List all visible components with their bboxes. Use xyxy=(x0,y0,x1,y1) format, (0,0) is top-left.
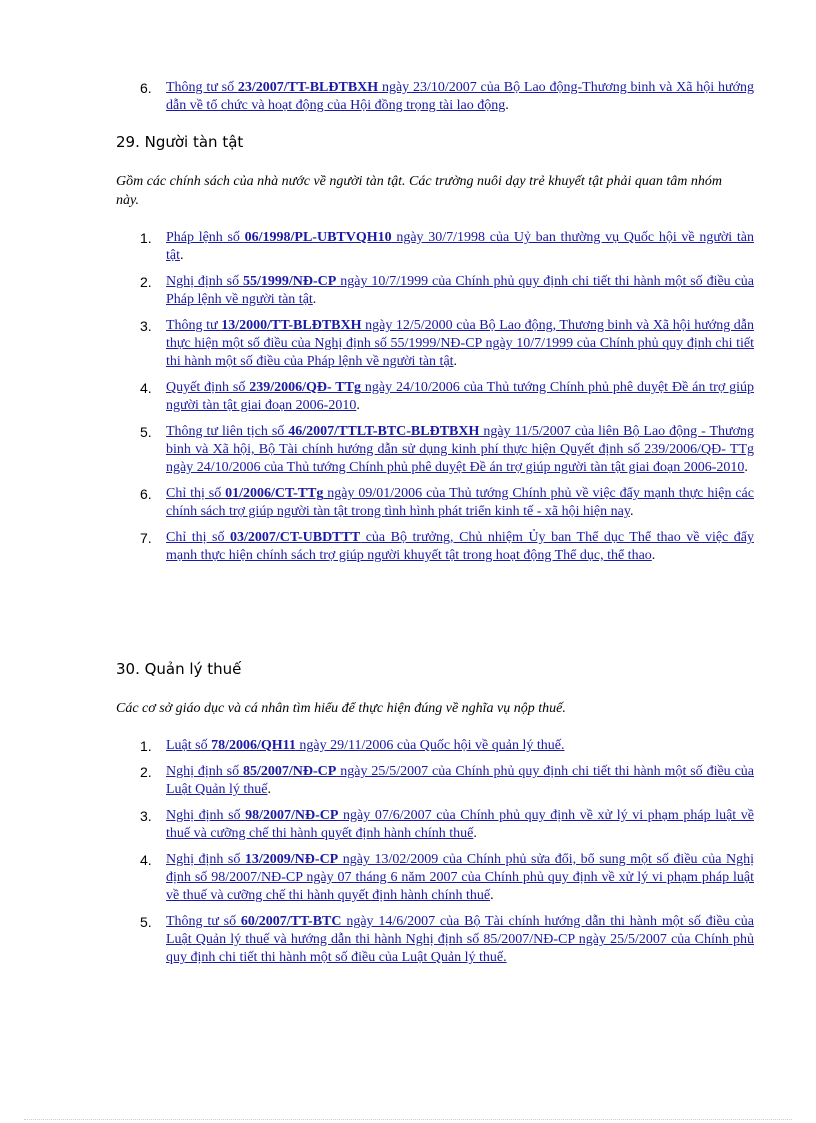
list-number: 2. xyxy=(140,274,152,290)
section29-list xyxy=(0,229,816,573)
list-item: 5. Thông tư liên tịch số 46/2007/TTLT-BTC-BLĐTBXH ngày 11/5/2007 của liên Bộ Lao động - Thương binh và Xã hội, Bộ Tài chính hướng dẫn sử dụng kinh phí thực hiện Quyết định số 239/2006/QĐ- TTg ngày 24/10/2006 của Thủ tướng Chính phủ phê duyệt Đề án trợ giúp người tàn tật giai đoạn 2006-2010. xyxy=(140,424,754,475)
list-number: 3. xyxy=(140,808,152,824)
list-number: 6. xyxy=(140,486,152,502)
document-link[interactable]: Luật số 78/2006/QH11 ngày 29/11/2006 của Quốc hội về quản lý thuế. xyxy=(166,738,565,753)
document-link[interactable]: Thông tư số 60/2007/TT-BTC ngày 14/6/2007 của Bộ Tài chính hướng dẫn thi hành một số điều của Luật Quản lý thuế và hướng dẫn thi hành Nghị định số 85/2007/NĐ-CP ngày 25/5/2007 của Chính phủ quy định chi tiết thi hành một số điều của Luật Quản lý thuế. xyxy=(166,914,754,965)
section-heading-29: 29. Người tàn tật xyxy=(116,133,244,151)
list-number: 5. xyxy=(140,914,152,930)
document-link[interactable]: Nghị định số 85/2007/NĐ-CP ngày 25/5/2007 của Chính phủ quy định chi tiết thi hành một số điều của Luật Quản lý thuế xyxy=(166,764,754,797)
list-number: 6. xyxy=(140,80,152,96)
section-intro-29: Gồm các chính sách của nhà nước về người tàn tật. Các trường nuôi dạy trẻ khuyết tật phải quan tâm nhóm này. xyxy=(116,174,723,208)
document-link[interactable]: Thông tư 13/2000/TT-BLĐTBXH ngày 12/5/2000 của Bộ Lao động, Thương binh và Xã hội hướng dẫn thực hiện một số điều của Nghị định số 55/1999/NĐ-CP ngày 10/7/1999 của Chính phủ quy định chi tiết thi hành một số điều của Pháp lệnh về người tàn tật xyxy=(166,318,755,369)
document-link[interactable]: Pháp lệnh số 06/1998/PL-UBTVQH10 ngày 30/7/1998 của Uỷ ban thường vụ Quốc hội về người tàn tật xyxy=(166,230,754,263)
list-item: 7. Chỉ thị số 03/2007/CT-UBDTTT của Bộ trưởng, Chủ nhiệm Ủy ban Thể dục Thể thao về việc đẩy mạnh thực hiện chính sách trợ giúp người khuyết tật trong hoạt động Thể dục, thể thao. xyxy=(140,530,754,563)
document-link[interactable]: Nghị định số 55/1999/NĐ-CP ngày 10/7/1999 của Chính phủ quy định chi tiết thi hành một số điều của Pháp lệnh về người tàn tật xyxy=(166,274,754,307)
list-number: 1. xyxy=(140,230,152,246)
list-number: 2. xyxy=(140,764,152,780)
list-item: 2. Nghị định số 55/1999/NĐ-CP ngày 10/7/1999 của Chính phủ quy định chi tiết thi hành một số điều của Pháp lệnh về người tàn tật. xyxy=(140,274,754,307)
list-item: 1. Pháp lệnh số 06/1998/PL-UBTVQH10 ngày 30/7/1998 của Uỷ ban thường vụ Quốc hội về người tàn tật. xyxy=(140,230,754,263)
list-item: 2. Nghị định số 85/2007/NĐ-CP ngày 25/5/2007 của Chính phủ quy định chi tiết thi hành một số điều của Luật Quản lý thuế. xyxy=(140,764,754,797)
list-number: 4. xyxy=(140,852,152,868)
list-item: 4. Quyết định số 239/2006/QĐ- TTg ngày 24/10/2006 của Thủ tướng Chính phủ phê duyệt Đề án trợ giúp người tàn tật giai đoạn 2006-2010. xyxy=(140,380,754,413)
list-item: 6. Thông tư số 23/2007/TT-BLĐTBXH ngày 23/10/2007 của Bộ Lao động-Thương binh và Xã hội hướng dẫn về tổ chức và hoạt động của Hội đồng trọng tài lao động. xyxy=(140,80,754,113)
document-link[interactable]: Chỉ thị số 03/2007/CT-UBDTTT của Bộ trưởng, Chủ nhiệm Ủy ban Thể dục Thể thao về việc đẩy mạnh thực hiện chính sách trợ giúp người khuyết tật trong hoạt động Thể dục, thể thao xyxy=(166,530,754,563)
list-item xyxy=(0,737,816,755)
section-heading-30: 30. Quản lý thuế xyxy=(116,660,242,678)
list-item: 3. Thông tư 13/2000/TT-BLĐTBXH ngày 12/5/2000 của Bộ Lao động, Thương binh và Xã hội hướng dẫn thực hiện một số điều của Nghị định số 55/1999/NĐ-CP ngày 10/7/1999 của Chính phủ quy định chi tiết thi hành một số điều của Pháp lệnh về người tàn tật. xyxy=(140,318,755,369)
list-number: 3. xyxy=(140,318,152,334)
document-link[interactable]: Chỉ thị số 01/2006/CT-TTg ngày 09/01/2006 của Thủ tướng Chính phủ về việc đẩy mạnh thực hiện các chính sách trợ giúp người tàn tật trong tình hình phát triển kinh tế - xã hội hiện nay xyxy=(166,486,754,519)
section-intro-30: Các cơ sở giáo dục và cá nhân tìm hiểu để thực hiện đúng về nghĩa vụ nộp thuế. xyxy=(116,701,566,716)
list-item: 3. Nghị định số 98/2007/NĐ-CP ngày 07/6/2007 của Chính phủ quy định về xử lý vi phạm pháp luật về thuế và cưỡng chế thi hành quyết định hành chính thuế. xyxy=(140,808,754,841)
document-link[interactable]: Nghị định số 13/2009/NĐ-CP ngày 13/02/2009 của Chính phủ sửa đổi, bổ sung một số điều của Nghị định số 98/2007/NĐ-CP ngày 07 tháng 6 năm 2007 của Chính phủ quy định về xử lý vi phạm pháp luật về thuế và cưỡng chế thi hành quyết định hành chính thuế xyxy=(166,852,754,903)
list-number: 5. xyxy=(140,424,152,440)
document-link[interactable]: Thông tư liên tịch số 46/2007/TTLT-BTC-BLĐTBXH ngày 11/5/2007 của liên Bộ Lao động - Thương binh và Xã hội, Bộ Tài chính hướng dẫn sử dụng kinh phí thực hiện Quyết định số 239/2006/QĐ- TTg ngày 24/10/2006 của Thủ tướng Chính phủ phê duyệt Đề án trợ giúp người tàn tật giai đoạn 2006-2010 xyxy=(166,424,754,475)
document-link[interactable]: Nghị định số 98/2007/NĐ-CP ngày 07/6/2007 của Chính phủ quy định về xử lý vi phạm pháp luật về thuế và cưỡng chế thi hành quyết định hành chính thuế xyxy=(166,808,754,841)
page-bottom-rule xyxy=(24,1119,792,1120)
list-number: 7. xyxy=(140,530,152,546)
list-number: 4. xyxy=(140,380,152,396)
top-list xyxy=(0,79,816,123)
document-link[interactable]: Quyết định số 239/2006/QĐ- TTg ngày 24/10/2006 của Thủ tướng Chính phủ phê duyệt Đề án trợ giúp người tàn tật giai đoạn 2006-2010 xyxy=(166,380,754,413)
document-link[interactable]: Thông tư số 23/2007/TT-BLĐTBXH ngày 23/10/2007 của Bộ Lao động-Thương binh và Xã hội hướng dẫn về tổ chức và hoạt động của Hội đồng trọng tài lao động xyxy=(166,80,754,113)
section30-list xyxy=(0,737,816,975)
list-item xyxy=(0,913,816,967)
list-item: 6. Chỉ thị số 01/2006/CT-TTg ngày 09/01/2006 của Thủ tướng Chính phủ về việc đẩy mạnh thực hiện các chính sách trợ giúp người tàn tật trong tình hình phát triển kinh tế - xã hội hiện nay. xyxy=(140,486,754,519)
list-item: 4. Nghị định số 13/2009/NĐ-CP ngày 13/02/2009 của Chính phủ sửa đổi, bổ sung một số điều của Nghị định số 98/2007/NĐ-CP ngày 07 tháng 6 năm 2007 của Chính phủ quy định về xử lý vi phạm pháp luật về thuế và cưỡng chế thi hành quyết định hành chính thuế. xyxy=(140,852,754,903)
list-number: 1. xyxy=(140,738,152,754)
